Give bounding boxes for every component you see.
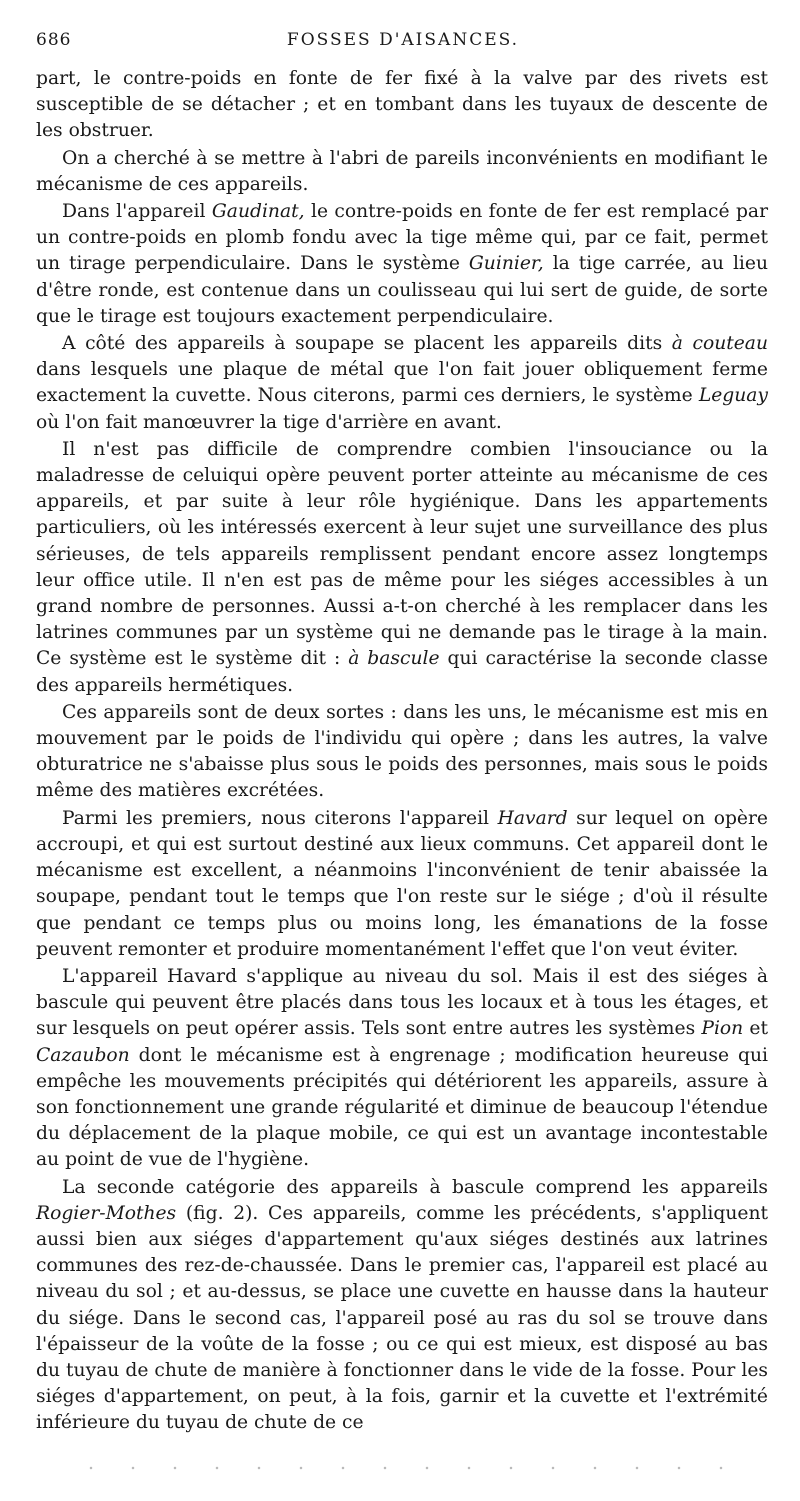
body-text bbox=[36, 66, 768, 1438]
paragraph: Il n'est pas difficile de comprendre combien l'insouciance ou la maladresse de celuiqui opère peuvent porter atteinte au mécanisme de ces appareils, et par suite à leur rôle hygiénique. Dans les appartements particuliers, où les intéressés exercent à leur sujet une surveillance des plus sérieuses, de tels appareils remplissent pendant encore assez longtemps leur office utile. Il n'en est pas de même pour les siéges accessibles à un grand nombre de personnes. Aussi a-t-on cherché à les remplacer dans les latrines communes par un système qui ne demande pas le tirage à la main. Ce système est le système dit : à bascule qui caractérise la seconde classe des appareils hermétiques. bbox=[36, 438, 768, 696]
running-header bbox=[36, 30, 770, 56]
paragraph: Ces appareils sont de deux sortes : dans les uns, le mécanisme est mis en mouvement par le poids de l'individu qui opère ; dans les autres, la valve obturatrice ne s'abaisse plus sous le poids des personnes, mais sous le poids même des matières excrétées. bbox=[36, 701, 768, 802]
page-number: 686 bbox=[36, 30, 72, 50]
paragraph: part, le contre-poids en fonte de fer fixé à la valve par des rivets est susceptible de se détacher ; et en tombant dans les tuyaux de descente de les obstruer. bbox=[36, 68, 768, 142]
paragraph: Dans l'appareil Gaudinat, le contre-poids en fonte de fer est remplacé par un contre-poids en plomb fondu avec la tige même qui, par ce fait, permet un tirage perpendiculaire. Dans le système Guinier, la tige carrée, au lieu d'être ronde, est contenue dans un coulisseau qui lui sert de guide, de sorte que le tirage est toujours exactement perpendiculaire. bbox=[36, 201, 769, 327]
paragraph: L'appareil Havard s'applique au niveau du sol. Mais il est des siéges à bascule qui peuvent être placés dans tous les locaux et à tous les étages, et sur lesquels on peut opérer assis. Tels sont entre autres les systèmes Pion et Cazaubon dont le mécanisme est à engrenage ; modification heureuse qui empêche les mouvements précipités qui détériorent les appareils, assure à son fonctionnement une grande régularité et diminue de beaucoup l'étendue du déplacement de la plaque mobile, ce qui est un avantage incontestable au point de vue de l'hygiène. bbox=[36, 965, 768, 1171]
paragraph: La seconde catégorie des appareils à bascule comprend les appareils Rogier-Mothes (fig. 2). Ces appareils, comme les précédents, s'appliquent aussi bien aux siéges d'appartement qu'aux siéges destinés aux latrines communes des rez-de-chaussée. Dans le premier cas, l'appareil est placé au niveau du sol ; et au-dessus, se place une cuvette en hausse dans la hauteur du siége. Dans le second cas, l'appareil posé au ras du sol se trouve dans l'épaisseur de la voûte de la fosse ; ou ce qui est mieux, est disposé au bas du tuyau de chute de manière à fonctionner dans le vide de la fosse. Pour les siéges d'appartement, on peut, à la fois, garnir et la cuvette et l'extrémité inférieure du tuyau de chute de ce bbox=[36, 1176, 768, 1434]
paragraph: Parmi les premiers, nous citerons l'appareil Havard sur lequel on opère accroupi, et qui est surtout destiné aux lieux communs. Cet appareil dont le mécanisme est excellent, a néanmoins l'inconvénient de tenir abaissée la soupape, pendant tout le temps que l'on reste sur le siége ; d'où il résulte que pendant ce temps plus ou moins long, les émanations de la fosse peuvent remonter et produire momentanément l'effet que l'on veut éviter. bbox=[36, 807, 768, 960]
paragraph: A côté des appareils à soupape se placent les appareils dits à couteau dans lesquels une plaque de métal que l'on fait jouer obliquement ferme exactement la cuvette. Nous citerons, parmi ces derniers, le système Leguay où l'on fait manœuvrer la tige d'arrière en avant. bbox=[36, 333, 768, 433]
print-noise-dots bbox=[70, 1466, 730, 1470]
running-title: FOSSES D'AISANCES. bbox=[286, 30, 520, 50]
paragraph: On a cherché à se mettre à l'abri de pareils inconvénients en modifiant le mécanisme de ces appareils. bbox=[36, 147, 768, 195]
